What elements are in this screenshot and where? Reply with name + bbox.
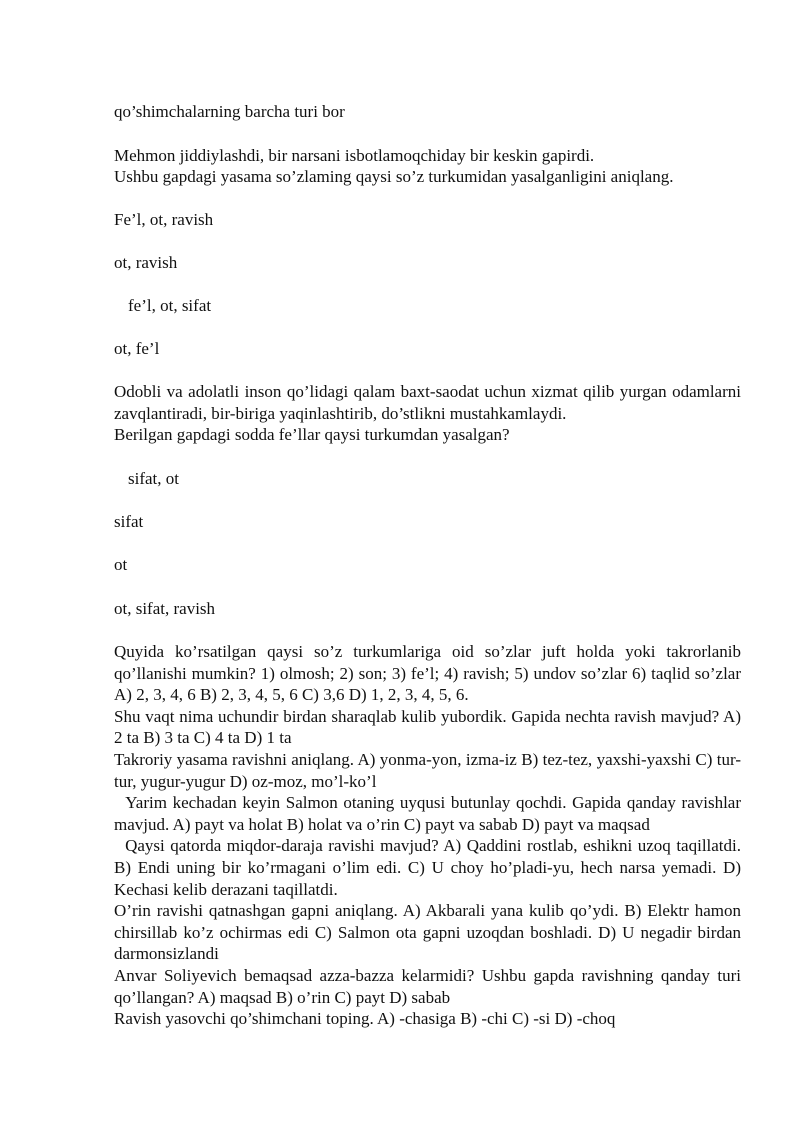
answer-option: sifat	[114, 512, 144, 531]
answer-option: sifat, ot	[128, 469, 179, 488]
question-prompt: Ushbu gapdagi yasama so’zlaming qaysi so’z turkumidan yasalganligini aniqlang.	[114, 167, 674, 186]
question-prompt: Berilgan gapdagi sodda fe’llar qaysi turkumdan yasalgan?	[114, 425, 510, 445]
question-item: Takroriy yasama ravishni aniqlang. A) yonma-yon, izma-iz B) tez-tez, yaxshi-yaxshi C) tur-tur, yugur-yugur D) oz-moz, mo’l-ko’l	[114, 749, 741, 791]
question-item: Shu vaqt nima uchundir birdan sharaqlab kulib yubordik. Gapida nechta ravish mavjud? A) 2 ta B) 3 ta C) 4 ta D) 1 ta	[114, 706, 741, 748]
question-item: O’rin ravishi qatnashgan gapni aniqlang. A) Akbarali yana kulib qo’ydi. B) Elektr hamon chirsillab ko’z ochirmas edi C) Salmon ota gapni uzoqdan boshladi. D) U negadir birdan darmonsizlandi	[114, 901, 741, 964]
question-item: Anvar Soliyevich bemaqsad azza-bazza kelarmidi? Ushbu gapda ravishning qanday turi qo’llangan? A) maqsad B) o’rin C) payt D) sabab	[114, 965, 741, 1007]
question-item: Ravish yasovchi qo’shimchani toping. A) -chasiga B) -chi C) -si D) -choq	[114, 1009, 616, 1029]
answer-option: fe’l, ot, sifat	[128, 296, 212, 315]
text-line: qo’shimchalarning barcha turi bor	[114, 102, 345, 121]
answer-option: ot, ravish	[114, 253, 178, 272]
question-sentence: Mehmon jiddiylashdi, bir narsani isbotlamoqchiday bir keskin gapirdi.	[114, 146, 595, 165]
answer-option: ot, fe’l	[114, 339, 160, 358]
question-item: Yarim kechadan keyin Salmon otaning uyqusi butunlay qochdi. Gapida qanday ravishlar mavjud. A) payt va holat B) holat va o’rin C) payt va sabab D) payt va maqsad	[114, 793, 746, 834]
question-sentence: Odobli va adolatli inson qo’lidagi qalam baxt-saodat uchun xizmat qilib yurgan odamlarni zavqlantiradi, bir-biriga yaqinlashtirib, do’stlikni mustahkamlaydi.	[114, 382, 741, 423]
answer-option: ot	[114, 555, 128, 574]
answer-option: ot, sifat, ravish	[114, 599, 216, 618]
question-block	[114, 381, 741, 446]
question-item: Quyida ko’rsatilgan qaysi so’z turkumlariga oid so’zlar juft holda yoki takrorlanib qo’llanishi mumkin? 1) olmosh; 2) son; 3) fe’l; 4) ravish; 5) undov so’zlar 6) taqlid so’zlar A) 2, 3, 4, 6 B) 2, 3, 4, 5, 6 C) 3,6 D) 1, 2, 3, 4, 5, 6.	[114, 642, 741, 705]
question-item: Qaysi qatorda miqdor-daraja ravishi mavjud? A) Qaddini rostlab, eshikni uzoq taqillatdi. B) Endi uning bir ko’rmagani o’lim edi. C) U choy ho’pladi-yu, hech narsa yemadi. D) Kechasi kelib derazani taqillatdi.	[114, 836, 746, 899]
question-list	[114, 641, 746, 1030]
answer-option: Fe’l, ot, ravish	[114, 210, 214, 229]
